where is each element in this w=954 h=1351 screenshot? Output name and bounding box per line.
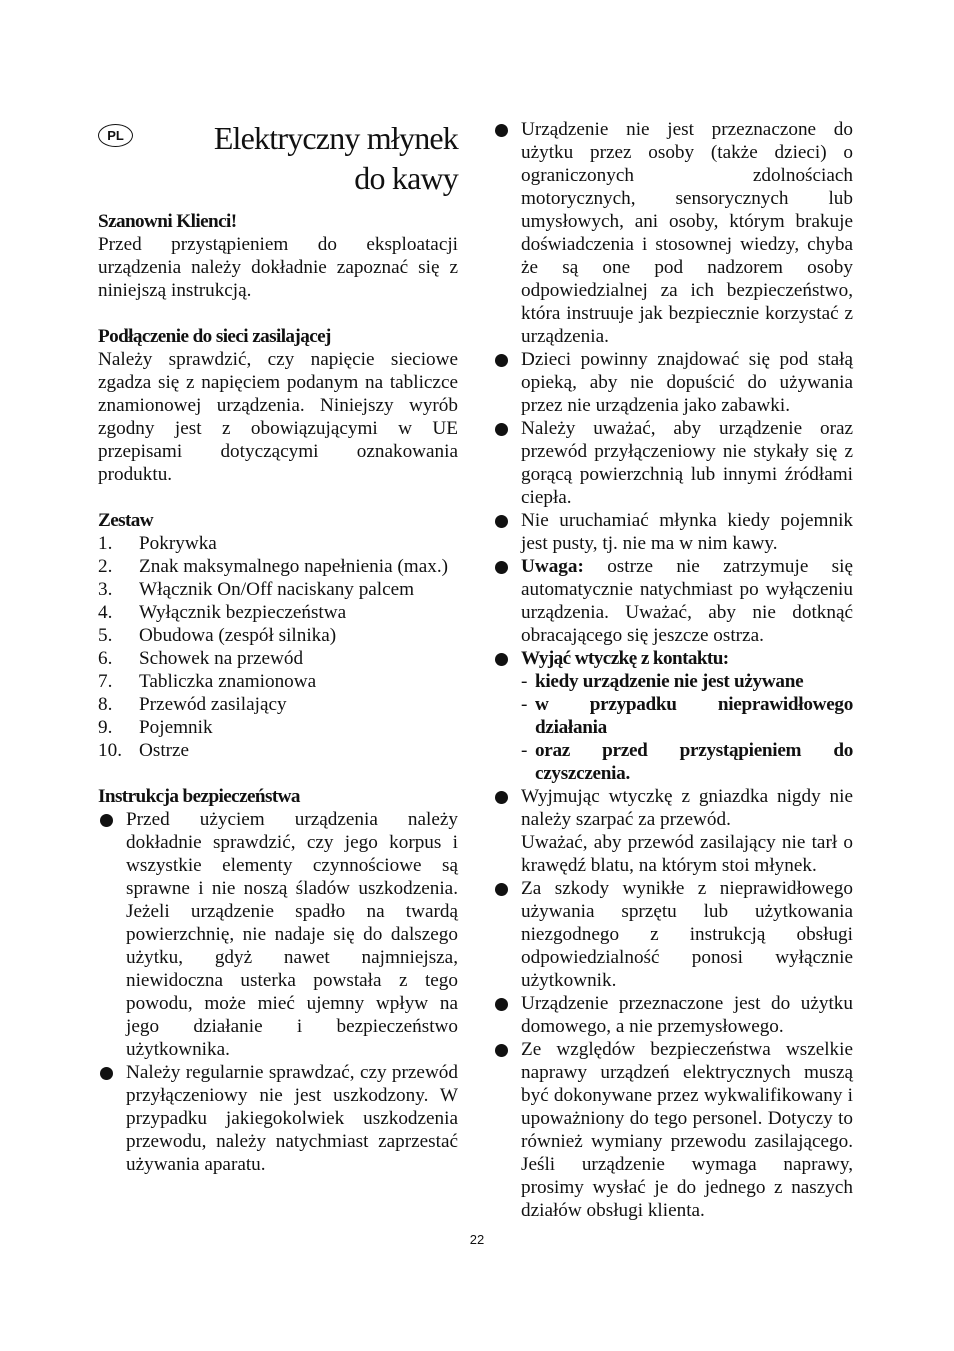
list-item [493,647,853,785]
bullet-icon [100,1067,113,1080]
safety-heading: Instrukcja bezpieczeństwa [98,786,300,807]
bullet-icon [495,515,508,528]
warning-label: Uwaga: [521,556,584,577]
unplug-heading: Wyjąć wtyczkę z kontaktu: [521,648,729,669]
list-item: 9. Pojemnik [98,717,213,738]
list-item: Uwaga: ostrze nie zatrzymuje się automatycznie natychmiast po wyłączeniu urządzenia. Uważać, aby nie dotknąć obracającego się jeszcze ostrza. [493,555,853,647]
greeting-text: Przed przystąpieniem do eksploatacji urządzenia należy dokładnie zapoznać się z niniejszą instrukcją. [98,234,458,301]
bullet-icon [495,561,508,574]
list-item: Należy regularnie sprawdzać, czy przewód przyłączeniowy nie jest uszkodzony. W przypadku jakiegokolwiek uszkodzenia przewodu, należy natychmiast zaprzestać używania aparatu. [98,1061,458,1176]
page-title [214,118,458,198]
list-item: - oraz przed przystąpieniem do czyszczenia. [521,740,853,784]
list-item: Przed użyciem urządzenia należy dokładnie sprawdzić, czy jego korpus i wszystkie elementy czynnościowe są sprawne i nie noszą śladów uszkodzenia. Jeżeli urządzenie spadło na twardą powierzchnię, nie nadaje się do dalszego użytku, gdyż nawet najmniejsza, niewidoczna usterka powstała z tego powodu, może mieć ujemny wpływ na jego działanie i bezpieczeństwo użytkownika. [98,808,458,1061]
list-item: 1. Pokrywka [98,533,217,554]
bullet-icon [495,423,508,436]
bullet-icon [495,883,508,896]
bullet-icon [495,791,508,804]
right-column [493,118,853,1222]
list-item: 6. Schowek na przewód [98,648,304,669]
bullet-icon [495,998,508,1011]
title-block [98,118,458,210]
safety-list-continued [493,118,853,1222]
greeting-heading: Szanowni Klienci! [98,211,237,232]
list-item: Ze względów bezpieczeństwa wszelkie naprawy urządzeń elektrycznych muszą być dokonywane przez wykwalifikowany i upoważniony do tego personel. Dotyczy to również wymiany przewodu zasilającego. Jeśli urządzenie wymaga naprawy, prosimy wysłać je do jednego z naszych działów obsługi klienta. [493,1038,853,1222]
list-item: Urządzenie nie jest przeznaczone do użytku przez osoby (także dzieci) o ograniczonych zdolnościach motorycznych, sensorycznych lub umysłowych, ani osoby, którym brakuje doświadczenia i stosownej wiedzy, chyba że są one pod nadzorem osoby odpowiedzialnej za ich bezpieczeństwo, która instruuje jak bezpiecznie korzystać z urządzenia. [493,118,853,348]
bullet-icon [495,354,508,367]
list-item: - kiedy urządzenie nie jest używane [521,671,804,692]
list-item: Urządzenie przeznaczone jest do użytku domowego, a nie przemysłowego. [493,992,853,1038]
list-item: 10. Ostrze [98,740,190,761]
power-heading: Podłączenie do sieci zasilającej [98,326,331,347]
unplug-list [521,670,853,785]
language-badge: PL [98,124,133,147]
safety-list [98,808,458,1176]
list-item: 3. Włącznik On/Off naciskany palcem [98,579,415,600]
list-item: Dzieci powinny znajdować się pod stałą opieką, aby nie dopuścić do używania przez nie urządzenia jako zabawki. [493,348,853,417]
list-item: 7. Tabliczka znamionowa [98,671,317,692]
set-list [98,532,458,762]
bullet-icon [100,814,113,827]
list-item: 4. Wyłącznik bezpieczeństwa [98,602,347,623]
list-item: Wyjmując wtyczkę z gniazdka nigdy nie należy szarpać za przewód. Uważać, aby przewód zasilający nie tarł o krawędź blatu, na którym stoi młynek. [493,785,853,877]
list-item: 5. Obudowa (zespół silnika) [98,625,337,646]
list-item: 2. Znak maksymalnego napełnienia (max.) [98,556,449,577]
bullet-icon [495,653,508,666]
list-item: - w przypadku nieprawidłowego działania [521,694,853,738]
power-text: Należy sprawdzić, czy napięcie sieciowe zgadza się z napięciem podanym na tabliczce znamionowej urządzenia. Niniejszy wyrób zgodny jest z obowiązującymi w UE przepisami dotyczącymi oznakowania produktu. [98,349,458,485]
list-item: Należy uważać, aby urządzenie oraz przewód przyłączeniowy nie stykały się z gorącą powierzchnią lub innymi źródłami ciepła. [493,417,853,509]
list-item: 8. Przewód zasilający [98,694,287,715]
page-number: 22 [469,1232,485,1247]
left-column [98,118,458,1176]
title-line-2: do kawy [354,160,458,196]
bullet-icon [495,1044,508,1057]
list-item: Za szkody wynikłe z nieprawidłowego używania sprzętu lub użytkowania niezgodnego z instrukcją obsługi odpowiedzialność ponosi wyłącznie użytkownik. [493,877,853,992]
title-line-1: Elektryczny młynek [213,120,458,156]
set-heading: Zestaw [98,510,154,531]
list-item: Nie uruchamiać młynka kiedy pojemnik jest pusty, tj. nie ma w nim kawy. [493,509,853,555]
bullet-icon [495,124,508,137]
